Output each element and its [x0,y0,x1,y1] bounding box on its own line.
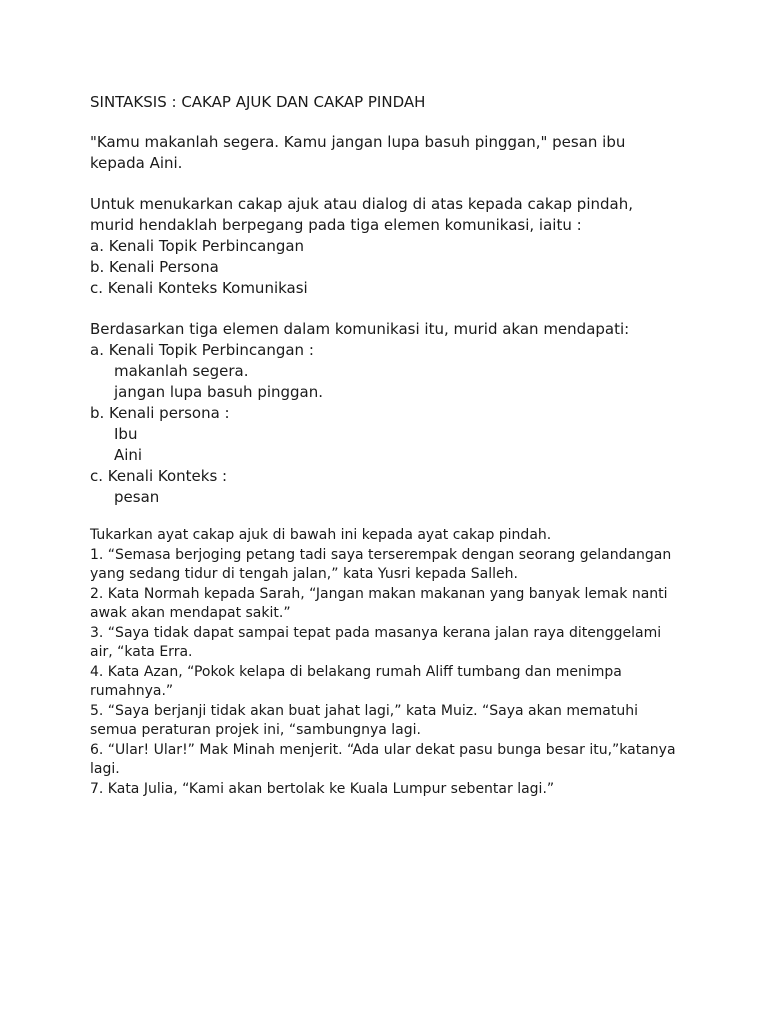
quote-line: kepada Aini. [90,154,183,172]
spacer [90,299,690,319]
analysis-value: Aini [114,446,143,464]
exercise-line: rumahnya.” [90,683,174,699]
element-item: a. Kenali Topik Perbincangan [90,237,305,255]
intro-line: murid hendaklah berpegang pada tiga elemen komunikasi, iaitu : [90,216,582,234]
analysis-label-context: c. Kenali Konteks : [90,467,228,485]
exercise-instruction: Tukarkan ayat cakap ajuk di bawah ini kepada ayat cakap pindah. [90,527,552,543]
spacer [90,508,690,526]
analysis-label-persona: b. Kenali persona : [90,404,230,422]
page-title: SINTAKSIS : CAKAP AJUK DAN CAKAP PINDAH [90,93,426,111]
exercise-line: 6. “Ular! Ular!” Mak Minah menjerit. “Ada ular dekat pasu bunga besar itu,”katanya [90,741,676,758]
intro-line: Untuk menukarkan cakap ajuk atau dialog di atas kepada cakap pindah, [90,195,633,213]
exercise-line: air, “kata Erra. [90,644,193,660]
spacer [90,174,690,194]
element-item: b. Kenali Persona [90,258,219,276]
analysis-value: jangan lupa basuh pinggan. [114,383,324,401]
exercise-line: 2. Kata Normah kepada Sarah, “Jangan makan makanan yang banyak lemak nanti [90,585,668,602]
exercise-line: 3. “Saya tidak dapat sampai tepat pada masanya kerana jalan raya ditenggelami [90,624,662,641]
exercise-line: yang sedang tidur di tengah jalan,” kata Yusri kepada Salleh. [90,566,518,582]
exercise-line: awak akan mendapat sakit.” [90,605,291,621]
exercise-line: lagi. [90,761,120,777]
quote-line: "Kamu makanlah segera. Kamu jangan lupa basuh pinggan," pesan ibu [90,133,626,151]
document-body [90,92,690,799]
exercise-line: 4. Kata Azan, “Pokok kelapa di belakang rumah Aliff tumbang dan menimpa [90,663,622,680]
analysis-value: pesan [114,488,160,506]
analysis-lead: Berdasarkan tiga elemen dalam komunikasi itu, murid akan mendapati: [90,320,630,338]
analysis-value: makanlah segera. [114,362,249,380]
analysis-label-topic: a. Kenali Topik Perbincangan : [90,341,314,359]
exercise-line: semua peraturan projek ini, “sambungnya lagi. [90,722,421,738]
element-item: c. Kenali Konteks Komunikasi [90,279,308,297]
exercise-line: 1. “Semasa berjoging petang tadi saya terserempak dengan seorang gelandangan [90,546,672,563]
analysis-value: Ibu [114,425,138,443]
exercise-line: 7. Kata Julia, “Kami akan bertolak ke Kuala Lumpur sebentar lagi.” [90,780,555,797]
exercise-line: 5. “Saya berjanji tidak akan buat jahat lagi,” kata Muiz. “Saya akan mematuhi [90,702,638,719]
